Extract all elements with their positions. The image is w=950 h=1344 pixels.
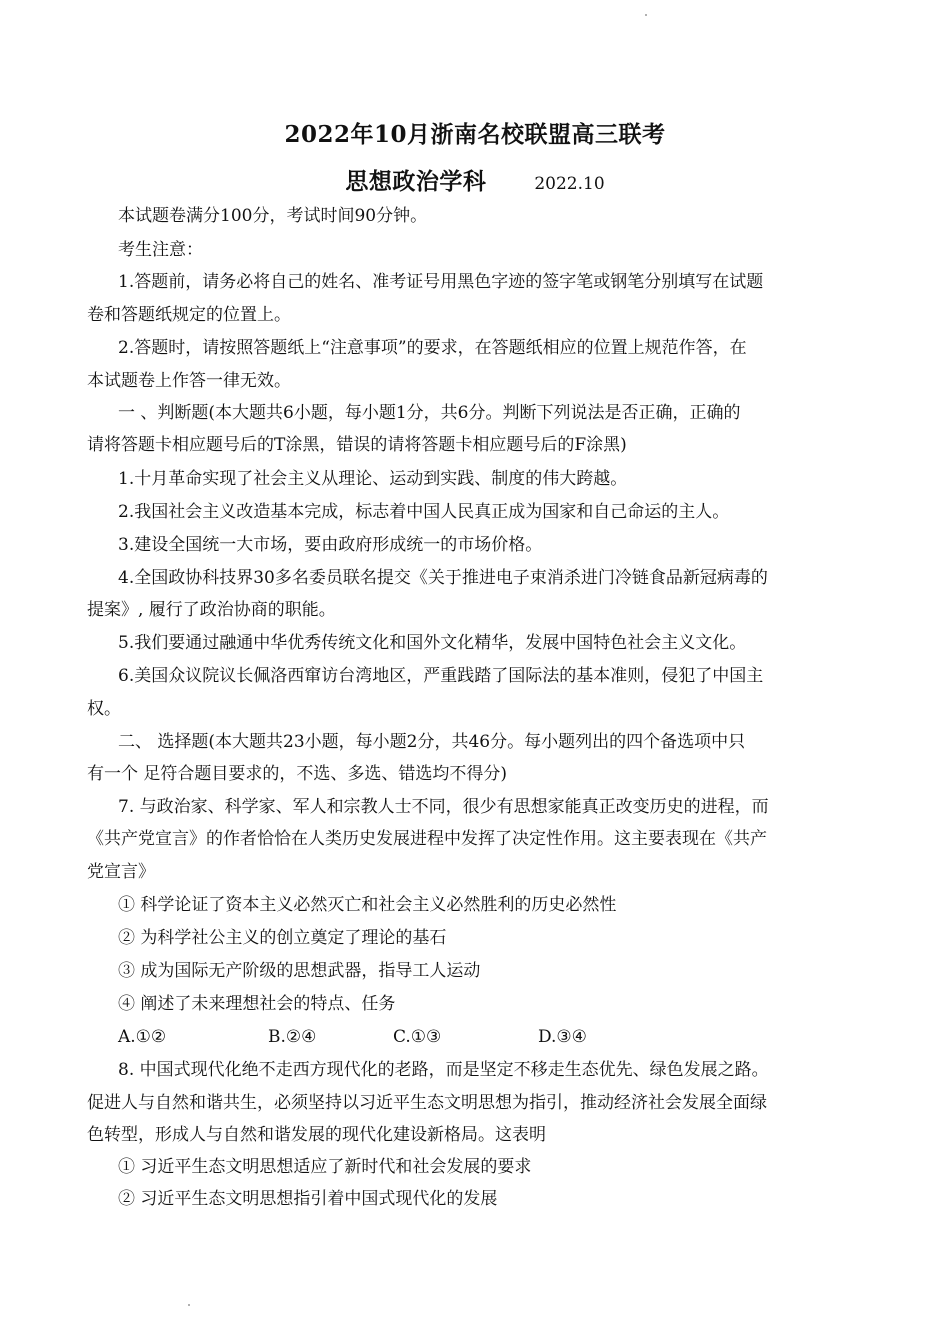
section2-heading-b: 有一个 足符合题目要求的，不选、多选、错选均不得分) bbox=[87, 764, 508, 784]
question-4-line-b: 提案》, 履行了政治协商的职能。 bbox=[87, 600, 336, 620]
question-6-line-a: 6.美国众议院议长佩洛西窜访台湾地区，严重践踏了国际法的基本准则，侵犯了中国主 bbox=[118, 666, 764, 686]
question-7-line-b: 《共产党宣言》的作者恰恰在人类历史发展进程中发挥了决定性作用。这主要表现在《共产 bbox=[87, 829, 767, 849]
scan-speck bbox=[645, 14, 647, 16]
exam-title: 2022年10月浙南名校联盟高三联考 bbox=[284, 121, 666, 148]
subject-name: 思想政治学科 bbox=[345, 168, 487, 195]
section2-heading-a: 二、 选择题(本大题共23小题，每小题2分，共46分。每小题列出的四个备选项中只 bbox=[118, 732, 746, 752]
intro-notice-label: 考生注意： bbox=[118, 240, 203, 260]
question-5: 5.我们要通过融通中华优秀传统文化和国外文化精华，发展中国特色社会主义文化。 bbox=[118, 633, 747, 653]
question-8-statement-2: ② 习近平生态文明思想指引着中国式现代化的发展 bbox=[118, 1189, 498, 1209]
question-7-statement-3: ③ 成为国际无产阶级的思想武器，指导工人运动 bbox=[118, 961, 481, 981]
question-8-line-c: 色转型，形成人与自然和谐发展的现代化建设新格局。这表明 bbox=[87, 1125, 546, 1145]
option-d: D.③④ bbox=[538, 1027, 587, 1047]
question-2: 2.我国社会主义改造基本完成，标志着中国人民真正成为国家和自己命运的主人。 bbox=[118, 502, 730, 522]
question-6-line-b: 权。 bbox=[87, 699, 121, 719]
exam-date: 2022.10 bbox=[534, 174, 605, 194]
question-8-line-b: 促进人与自然和谐共生，必须坚持以习近平生态文明思想为指引，推动经济社会发展全面绿 bbox=[87, 1093, 767, 1113]
question-7-line-c: 党宣言》 bbox=[87, 862, 155, 882]
option-b: B.②④ bbox=[268, 1027, 317, 1047]
question-3: 3.建设全国统一大市场，要由政府形成统一的市场价格。 bbox=[118, 535, 543, 555]
subject-line bbox=[0, 163, 950, 196]
question-7-line-a: 7. 与政治家、科学家、军人和宗教人士不同，很少有思想家能真正改变历史的进程，而 bbox=[118, 797, 769, 817]
question-4-line-a: 4.全国政协科技界30多名委员联名提交《关于推进电子束消杀进门冷链食品新冠病毒的 bbox=[118, 568, 768, 588]
question-1: 1.十月革命实现了社会主义从理论、运动到实践、制度的伟大跨越。 bbox=[118, 469, 628, 489]
question-7-statement-2: ② 为科学社公主义的创立奠定了理论的基石 bbox=[118, 928, 447, 948]
section1-heading-a: 一 、判断题(本大题共6小题，每小题1分，共6分。判断下列说法是否正确，正确的 bbox=[118, 403, 741, 423]
question-7-options bbox=[118, 1027, 587, 1047]
notice-1-line-b: 卷和答题纸规定的位置上。 bbox=[87, 305, 291, 325]
question-7-statement-4: ④ 阐述了未来理想社会的特点、任务 bbox=[118, 994, 396, 1014]
option-c: C.①③ bbox=[393, 1027, 442, 1047]
question-8-line-a: 8. 中国式现代化绝不走西方现代化的老路，而是坚定不移走生态优先、绿色发展之路。 bbox=[118, 1060, 769, 1080]
notice-2-line-a: 2.答题时，请按照答题纸上“注意事项”的要求，在答题纸相应的位置上规范作答，在 bbox=[118, 338, 747, 358]
notice-2-line-b: 本试题卷上作答一律无效。 bbox=[87, 371, 291, 391]
section1-heading-b: 请将答题卡相应题号后的T涂黑，错误的请将答题卡相应题号后的F涂黑) bbox=[87, 435, 627, 455]
question-8-statement-1: ① 习近平生态文明思想适应了新时代和社会发展的要求 bbox=[118, 1157, 532, 1177]
intro-score-time: 本试题卷满分100分，考试时间90分钟。 bbox=[118, 206, 428, 226]
question-7-statement-1: ① 科学论证了资本主义必然灭亡和社会主义必然胜利的历史必然性 bbox=[118, 895, 617, 915]
notice-1-line-a: 1.答题前，请务必将自己的姓名、准考证号用黑色字迹的签字笔或钢笔分别填写在试题 bbox=[118, 272, 764, 292]
scan-speck bbox=[188, 1304, 190, 1306]
option-a: A.①② bbox=[118, 1027, 167, 1047]
